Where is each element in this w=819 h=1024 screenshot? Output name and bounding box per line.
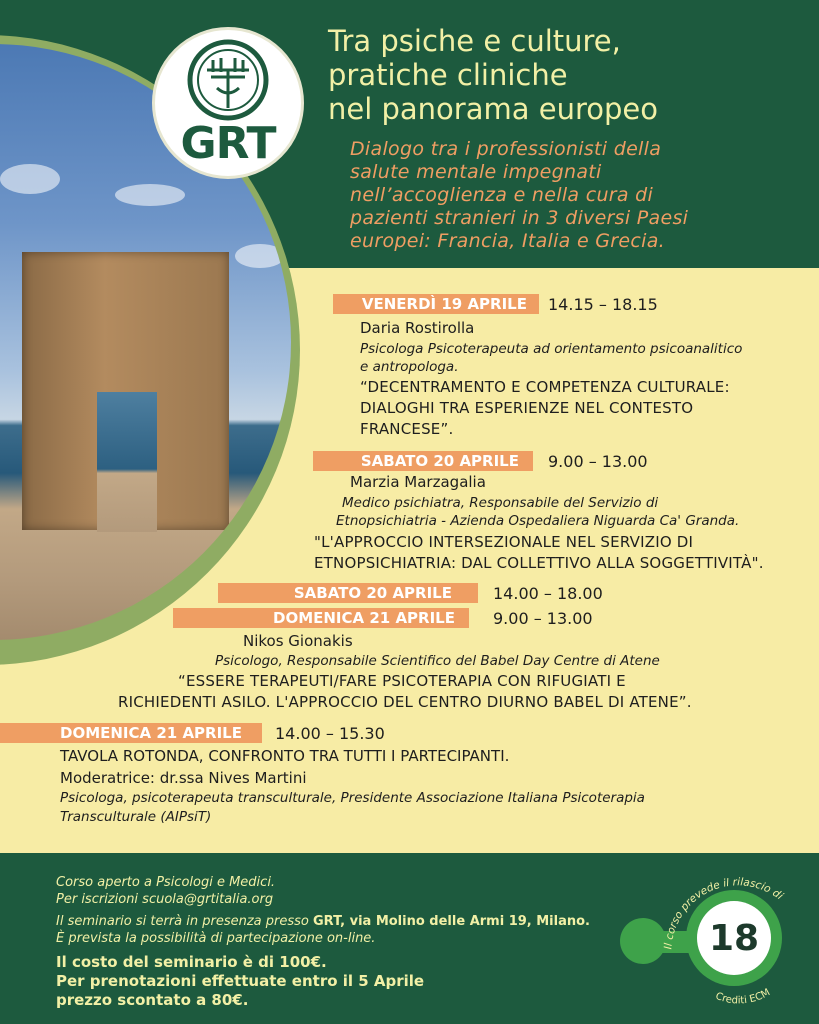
badge-arc-top: Il corso prevede il rilascio di bbox=[662, 876, 786, 950]
ecm-credits-number: 18 bbox=[697, 901, 771, 975]
subtitle-line-4: pazienti stranieri in 3 diversi Paesi bbox=[350, 207, 689, 229]
session4-line-1: TAVOLA ROTONDA, CONFRONTO TRA TUTTI I PARTECIPANTI. bbox=[60, 747, 510, 765]
footer-line-4: È prevista la possibilità di partecipazione on-line. bbox=[56, 931, 376, 946]
session2-time: 9.00 – 13.00 bbox=[548, 452, 648, 471]
title-line-3: nel panorama europeo bbox=[328, 92, 658, 126]
session1-speaker: Daria Rostirolla bbox=[360, 319, 475, 337]
subtitle-line-2: salute mentale impegnati bbox=[350, 161, 602, 183]
session1-title-2: DIALOGHI TRA ESPERIENZE NEL CONTESTO bbox=[360, 399, 694, 417]
svg-text:Il corso prevede il rilascio d bbox=[662, 876, 785, 949]
session3-title-2: RICHIEDENTI ASILO. L'APPROCCIO DEL CENTRO DIURNO BABEL DI ATENE”. bbox=[118, 693, 692, 711]
session1-role-2: e antropologa. bbox=[360, 359, 459, 375]
footer-line-2: Per iscrizioni scuola@grtitalia.org bbox=[56, 892, 274, 907]
session4-role-1: Psicologa, psicoterapeuta transculturale, Presidente Associazione Italiana Psicoterapia bbox=[60, 790, 645, 806]
svg-text:Crediti ECM bbox=[714, 987, 772, 1006]
footer-line-1: Corso aperto a Psicologi e Medici. bbox=[56, 875, 276, 890]
session3-time-1: 14.00 – 18.00 bbox=[493, 584, 603, 603]
session3-role: Psicologo, Responsabile Scientifico del Babel Day Centre di Atene bbox=[215, 653, 660, 669]
session1-time: 14.15 – 18.15 bbox=[548, 295, 658, 314]
session2-role-1: Medico psichiatra, Responsabile del Servizio di bbox=[342, 495, 659, 511]
footer-line-3-intro: Il seminario si terrà in presenza presso bbox=[56, 914, 314, 929]
subtitle-line-1: Dialogo tra i professionisti della bbox=[350, 138, 662, 160]
session4-time: 14.00 – 15.30 bbox=[275, 724, 385, 743]
session2-title-2: ETNOPSICHIATRIA: DAL COLLETTIVO ALLA SOGGETTIVITÀ". bbox=[314, 554, 764, 572]
logo-text: GRT bbox=[180, 118, 276, 169]
session1-role-1: Psicologa Psicoterapeuta ad orientamento psicoanalitico bbox=[360, 341, 743, 357]
footer-line-3-venue: GRT, via Molino delle Armi 19, Milano. bbox=[313, 914, 590, 929]
subtitle-line-5: europei: Francia, Italia e Grecia. bbox=[350, 230, 666, 252]
monument-opening bbox=[97, 392, 157, 532]
session3-title-1: “ESSERE TERAPEUTI/FARE PSICOTERAPIA CON RIFUGIATI E bbox=[178, 672, 626, 690]
session4-role-2: Transculturale (AIPsiT) bbox=[60, 809, 212, 825]
session3-date-2: DOMENICA 21 APRILE bbox=[173, 608, 469, 628]
session2-speaker: Marzia Marzagalia bbox=[350, 473, 486, 491]
badge-arc-bottom: Crediti ECM bbox=[713, 987, 773, 1007]
session2-role-2: Etnopsichiatria - Azienda Ospedaliera Niguarda Ca' Granda. bbox=[336, 513, 740, 529]
session1-date: VENERDÌ 19 APRILE bbox=[333, 294, 539, 314]
session1-title-1: “DECENTRAMENTO E COMPETENZA CULTURALE: bbox=[360, 378, 730, 396]
session3-time-2: 9.00 – 13.00 bbox=[493, 609, 593, 628]
session3-speaker: Nikos Gionakis bbox=[243, 632, 353, 650]
session2-title-1: "L'APPROCCIO INTERSEZIONALE NEL SERVIZIO DI bbox=[314, 533, 694, 551]
logo bbox=[152, 27, 304, 179]
session4-date: DOMENICA 21 APRILE bbox=[0, 723, 262, 743]
session3-date-1: SABATO 20 APRILE bbox=[218, 583, 478, 603]
monument-door bbox=[22, 252, 229, 530]
session4-line-2: Moderatrice: dr.ssa Nives Martini bbox=[60, 769, 307, 787]
footer-discount-price: prezzo scontato a 80€. bbox=[56, 991, 249, 1009]
footer-discount-note: Per prenotazioni effettuate entro il 5 Aprile bbox=[56, 972, 425, 990]
session2-date: SABATO 20 APRILE bbox=[313, 451, 533, 471]
subtitle-line-3: nell’accoglienza e nella cura di bbox=[350, 184, 654, 206]
title-line-2: pratiche cliniche bbox=[328, 58, 568, 92]
session1-title-3: FRANCESE”. bbox=[360, 420, 454, 438]
footer-line-3 bbox=[56, 914, 590, 930]
badge-arc-text bbox=[634, 862, 819, 1022]
title-line-1: Tra psiche e culture, bbox=[328, 24, 621, 58]
footer-price: Il costo del seminario è di 100€. bbox=[56, 953, 327, 971]
